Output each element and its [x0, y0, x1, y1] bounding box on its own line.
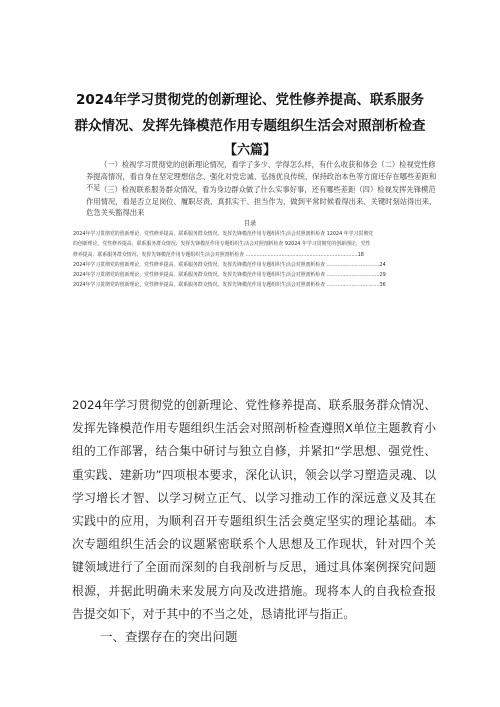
toc-title: 目录 [243, 220, 257, 227]
toc-line[interactable]: 2024年学习贯彻党的创新理论、党性修养提高、联系服务群众情况、发挥先锋模范作用专题组织生活会对照剖析检查 12024 年学习贯彻党 [73, 231, 374, 237]
toc-line[interactable]: 2024年学习贯彻党的创新理论、党性修养提高、联系服务群众情况、发挥先锋模范作用专题组织生活会对照剖析检查 ..................................24 [73, 261, 386, 268]
toc-line[interactable]: 的创新理论、党性修养提高、联系服务群众情况、发挥先锋模范作用专题组织生活会对照剖析检查 92024 年学习贯彻党的创新理论、党性 [73, 241, 371, 248]
intro-paragraph-2 [86, 184, 438, 219]
table-of-contents [73, 229, 431, 291]
document-title-line-2: 群众情况、发挥先锋模范作用专题组织生活会对照剖析检查 [74, 118, 426, 134]
body-paragraph-text: 2024年学习贯彻党的创新理论、党性修养提高、联系服务群众情况、发挥先锋模范作用专题组织生活会对照剖析检查遵照X单位主题教育小组的工作部署，结合集中研讨与独立自修，并紧扣“学思想、强党性、重实践、建新功”四项根本要求，深化认识，领会以学习塑造灵魂、以学习增长才智、以学习树立正气、以学习推动工作的深远意义及其在实践中的应用，为顺利召开专题组织生活会奠定坚实的理论基础。本次专题组织生活会的议题紧密联系个人思想及工作现状，针对四个关键领域进行了全面而深刻的自我剖析与反思，通过具体案例探究问题根源，并据此明确未来发展方向及改进措施。现将本人的自我检查报告提交如下，对于其中的不当之处，恳请批评与指正。 [72, 398, 436, 621]
document-title-line-1: 2024年学习贯彻党的创新理论、党性修养提高、联系服务 [75, 92, 425, 108]
section-heading: 一、查摆存在的突出问题 [100, 629, 238, 644]
toc-line[interactable]: 2024年学习贯彻党的创新理论、党性修养提高、联系服务群众情况、发挥先锋模范作用专题组织生活会对照剖析检查 ..................................36 [73, 282, 386, 289]
body-paragraph [72, 394, 436, 626]
intro-paragraph-1-text: （一）检视学习贯彻党的创新理论情况，看学了多少、学得怎么样，有什么收获和体会（二）检视党性修养提高情况，看自身在坚定理想信念、强化对党忠诚、弘扬优良传统、保持政治本色等方面还存在哪些差距和不足 [86, 160, 437, 192]
toc-line[interactable]: 修养提高、联系服务群众情况、发挥先锋模范作用专题组织生活会对照剖析检查 ........................................................................18 [73, 251, 364, 258]
toc-line[interactable]: 2024年学习贯彻党的创新理论、党性修养提高、联系服务群众情况、发挥先锋模范作用专题组织生活会对照剖析检查 ..................................29 [73, 272, 386, 279]
document-title-line-3: 【六篇】 [223, 143, 276, 158]
intro-paragraph-2-text: （三）检视联系服务群众情况，看为身边群众做了什么实事好事，还有哪些差距（四）检视发挥先锋模范作用情况，看是否立足岗位、履职尽责、真抓实干、担当作为，做到平常时候看得出来、关键时刻站得出来、危急关头豁得出来 [86, 185, 437, 217]
